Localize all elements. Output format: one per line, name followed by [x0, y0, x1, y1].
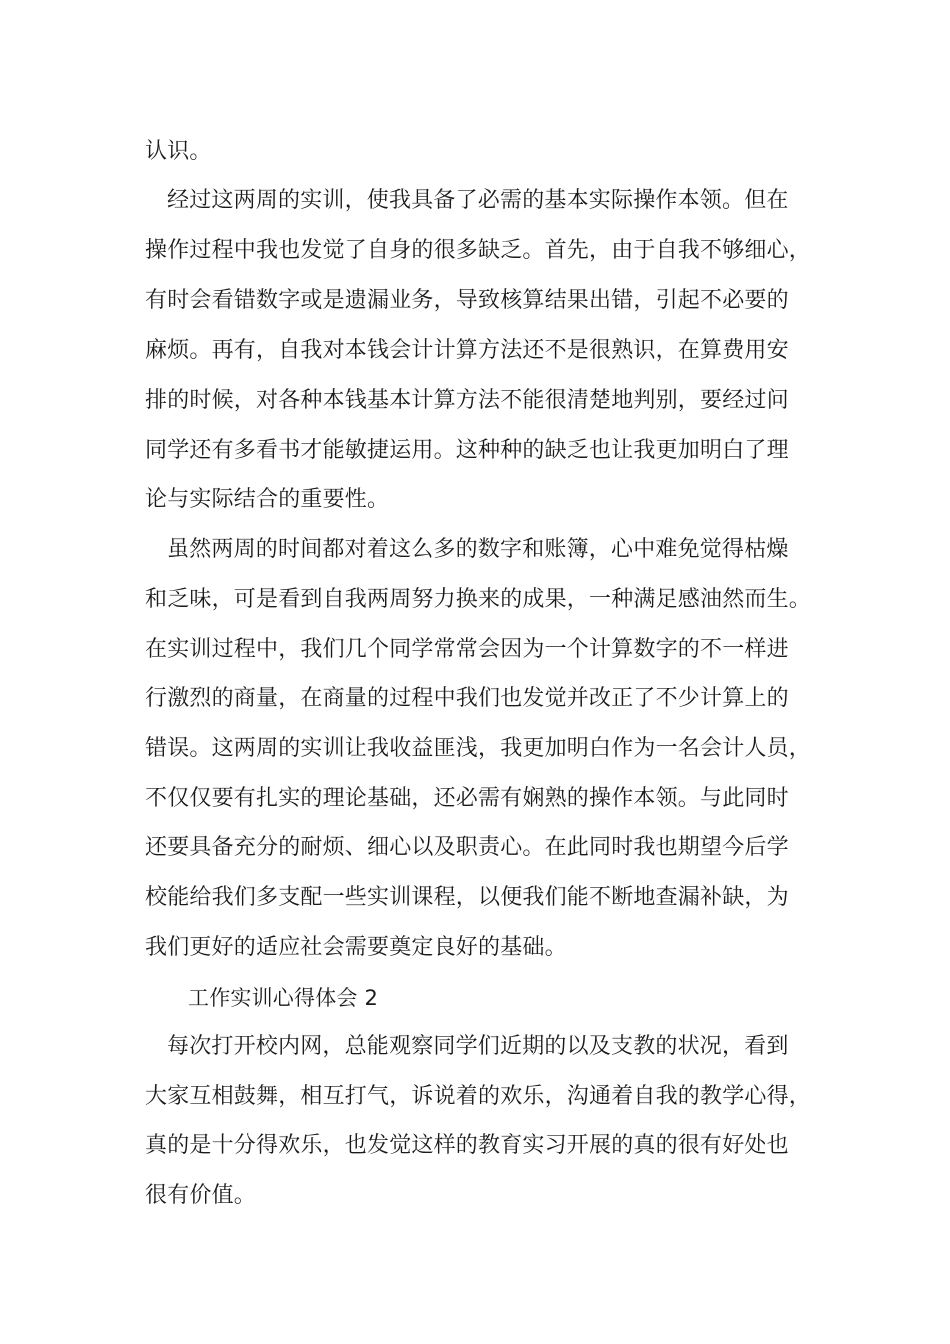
text-line: 错误。这两周的实训让我收益匪浅，我更加明白作为一名会计人员， [145, 736, 812, 761]
text-line: 行激烈的商量，在商量的过程中我们也发觉并改正了不少计算上的 [145, 686, 789, 711]
paragraph-start-line: 虽然两周的时间都对着这么多的数字和账簿，心中难免觉得枯燥 [167, 537, 789, 562]
text-line: 论与实际结合的重要性。 [145, 487, 390, 512]
paragraph-start-line: 经过这两周的实训，使我具备了必需的基本实际操作本领。但在 [167, 188, 789, 213]
text-line: 操作过程中我也发觉了自身的很多缺乏。首先，由于自我不够细心， [145, 238, 812, 263]
text-line: 同学还有多看书才能敏捷运用。这种种的缺乏也让我更加明白了理 [145, 438, 789, 463]
text-line: 大家互相鼓舞，相互打气，诉说着的欢乐，沟通着自我的教学心得， [145, 1084, 812, 1109]
text-line: 认识。 [145, 139, 212, 164]
text-line: 有时会看错数字或是遗漏业务，导致核算结果出错，引起不必要的 [145, 288, 789, 313]
text-line: 在实训过程中，我们几个同学常常会因为一个计算数字的不一样进 [145, 637, 789, 662]
paragraph-start-line: 每次打开校内网，总能观察同学们近期的以及支教的状况，看到 [167, 1034, 789, 1059]
text-line: 还要具备充分的耐烦、细心以及职责心。在此同时我也期望今后学 [145, 835, 789, 860]
text-line: 我们更好的适应社会需要奠定良好的基础。 [145, 935, 567, 960]
text-line: 不仅仅要有扎实的理论基础，还必需有娴熟的操作本领。与此同时 [145, 786, 789, 811]
text-line: 排的时候，对各种本钱基本计算方法不能很清楚地判别，要经过问 [145, 388, 789, 413]
text-line: 真的是十分得欢乐，也发觉这样的教育实习开展的真的很有好处也 [145, 1133, 789, 1158]
text-line: 很有价值。 [145, 1183, 257, 1208]
text-line: 麻烦。再有，自我对本钱会计计算方法还不是很熟识，在算费用安 [145, 338, 789, 363]
text-line: 校能给我们多支配一些实训课程，以便我们能不断地查漏补缺，为 [145, 885, 789, 910]
text-line: 和乏味，可是看到自我两周努力换来的成果，一种满足感油然而生。 [145, 587, 812, 612]
section-heading: 工作实训心得体会 2 [188, 986, 379, 1010]
